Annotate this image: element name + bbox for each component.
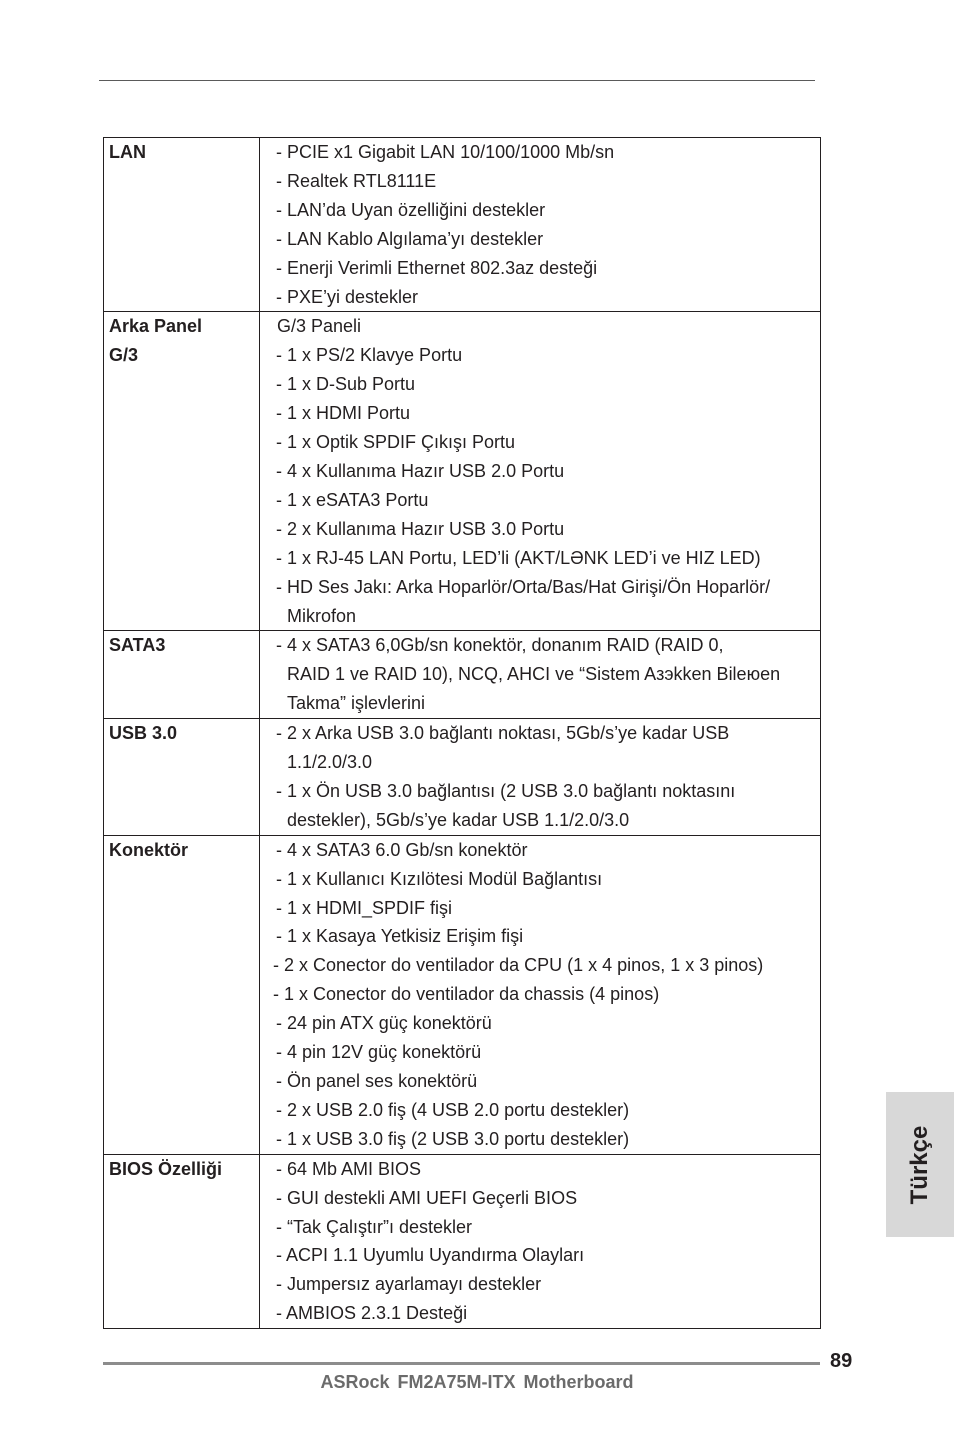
spec-value-line: Takma” işlevlerini bbox=[287, 693, 426, 714]
bottom-rule bbox=[103, 1362, 820, 1365]
spec-value-line: - 4 x SATA3 6,0Gb/sn konektör, donanım RAID (RAID 0, bbox=[276, 635, 724, 656]
spec-value-line: - 1 x PS/2 Klavye Portu bbox=[276, 345, 463, 366]
spec-label: Konektör bbox=[109, 839, 189, 860]
spec-value-line: - Ön panel ses konektörü bbox=[276, 1071, 478, 1091]
spec-value-line: RAID 1 ve RAID 10), NCQ, AHCI ve “Sistem Aзэkken Bileюen bbox=[287, 664, 781, 685]
spec-label-cell bbox=[104, 719, 260, 836]
language-tab bbox=[886, 1092, 954, 1237]
spec-value-cell bbox=[260, 138, 821, 312]
spec-row bbox=[104, 631, 821, 719]
spec-value-line: - 2 x Conector do ventilador da CPU (1 x 4 pinos, 1 x 3 pinos) bbox=[273, 955, 764, 976]
spec-value-line: - 1 x HDMI_SPDIF fişi bbox=[276, 897, 453, 918]
spec-value-line: - 2 x USB 2.0 fiş (4 USB 2.0 portu destekler) bbox=[276, 1099, 630, 1120]
spec-value-line: - 1 x HDMI Portu bbox=[276, 403, 411, 424]
spec-value-line: - 4 x SATA3 6.0 Gb/sn konektör bbox=[276, 839, 528, 860]
spec-label-cell bbox=[104, 312, 260, 631]
spec-label: BIOS Özelliği bbox=[109, 1158, 223, 1179]
spec-value-line: - 1 x D-Sub Portu bbox=[276, 374, 416, 395]
spec-label: G/3 bbox=[109, 345, 139, 366]
spec-label-cell bbox=[104, 138, 260, 312]
spec-value-line: - 2 x Kullanıma Hazır USB 3.0 Portu bbox=[276, 518, 565, 539]
spec-value-line: - 1 x eSATA3 Portu bbox=[276, 489, 429, 510]
spec-value-line: - HD Ses Jakı: Arka Hoparlör/Orta/Bas/Hat Girişi/Ön Hoparlör/ bbox=[276, 576, 771, 597]
spec-row bbox=[104, 835, 821, 1154]
spec-label-cell bbox=[104, 631, 260, 719]
spec-value-line: - ACPI 1.1 Uyumlu Uyandırma Olayları bbox=[276, 1245, 585, 1266]
spec-value-line: - Realtek RTL8111E bbox=[276, 170, 437, 191]
spec-value-line: - LAN Kablo Algılama’yı destekler bbox=[276, 228, 544, 249]
language-tab-label: Türkçe bbox=[906, 1125, 933, 1204]
spec-label-cell bbox=[104, 835, 260, 1154]
spec-value-line: - 64 Mb AMI BIOS bbox=[276, 1158, 422, 1179]
spec-value-cell bbox=[260, 1154, 821, 1328]
spec-value-line: - 24 pin ATX güç konektörü bbox=[276, 1013, 492, 1034]
spec-value-line: - 4 x Kullanıma Hazır USB 2.0 Portu bbox=[276, 460, 565, 481]
spec-value-line: destekler), 5Gb/s’ye kadar USB 1.1/2.0/3.0 bbox=[287, 809, 630, 830]
spec-value-line: - 1 x USB 3.0 fiş (2 USB 3.0 portu destekler) bbox=[276, 1128, 630, 1149]
spec-value-line: - Jumpersız ayarlamayı destekler bbox=[276, 1274, 542, 1295]
spec-value-cell bbox=[260, 719, 821, 836]
spec-value-line: - PXE’yi destekler bbox=[276, 286, 419, 307]
spec-value-line: - 1 x Conector do ventilador da chassis (4 pinos) bbox=[273, 984, 660, 1005]
spec-value-line: - 1 x Kasaya Yetkisiz Erişim fişi bbox=[276, 926, 524, 947]
spec-value-line: - 1 x Ön USB 3.0 bağlantısı (2 USB 3.0 bağlantı noktasını bbox=[276, 780, 736, 801]
spec-value-line: - GUI destekli AMI UEFI Geçerli BIOS bbox=[276, 1187, 578, 1208]
spec-value-line: - PCIE x1 Gigabit LAN 10/100/1000 Mb/sn bbox=[276, 142, 615, 162]
spec-value-line: - LAN’da Uyan özelliğini destekler bbox=[276, 199, 546, 220]
spec-value-line: G/3 Paneli bbox=[277, 316, 362, 337]
spec-label: USB 3.0 bbox=[109, 723, 178, 744]
spec-value-line: - “Tak Çalıştır”ı destekler bbox=[276, 1216, 473, 1237]
footer-text: ASRock FM2A75M-ITX Motherboard bbox=[320, 1372, 634, 1392]
spec-value-line: - 1 x Kullanıcı Kızılötesi Modül Bağlantısı bbox=[276, 868, 603, 889]
page-number: 89 bbox=[830, 1350, 853, 1372]
spec-value-line: - 4 pin 12V güç konektörü bbox=[276, 1042, 482, 1063]
spec-value-line: - AMBIOS 2.3.1 Desteği bbox=[276, 1303, 468, 1324]
spec-value-line: - 1 x Optik SPDIF Çıkışı Portu bbox=[276, 432, 516, 453]
spec-row bbox=[104, 719, 821, 836]
spec-row bbox=[104, 1154, 821, 1328]
spec-value-line: - Enerji Verimli Ethernet 802.3az desteği bbox=[276, 257, 598, 278]
spec-value-cell bbox=[260, 835, 821, 1154]
spec-table bbox=[103, 137, 821, 1329]
spec-row bbox=[104, 138, 821, 312]
top-rule bbox=[99, 80, 815, 81]
spec-label: Arka Panel bbox=[109, 316, 203, 337]
spec-label: SATA3 bbox=[109, 635, 166, 656]
spec-label-cell bbox=[104, 1154, 260, 1328]
spec-value-line: - 2 x Arka USB 3.0 bağlantı noktası, 5Gb/s’ye kadar USB bbox=[276, 723, 730, 744]
spec-value-cell bbox=[260, 312, 821, 631]
spec-value-line: Mikrofon bbox=[287, 605, 357, 626]
spec-value-line: 1.1/2.0/3.0 bbox=[287, 752, 373, 773]
spec-value-cell bbox=[260, 631, 821, 719]
spec-row bbox=[104, 312, 821, 631]
spec-table-body bbox=[104, 138, 821, 1329]
spec-value-line: - 1 x RJ-45 LAN Portu, LED’li (AKT/LƏNK LED’i ve HIZ LED) bbox=[276, 547, 761, 568]
spec-label: LAN bbox=[109, 142, 146, 162]
